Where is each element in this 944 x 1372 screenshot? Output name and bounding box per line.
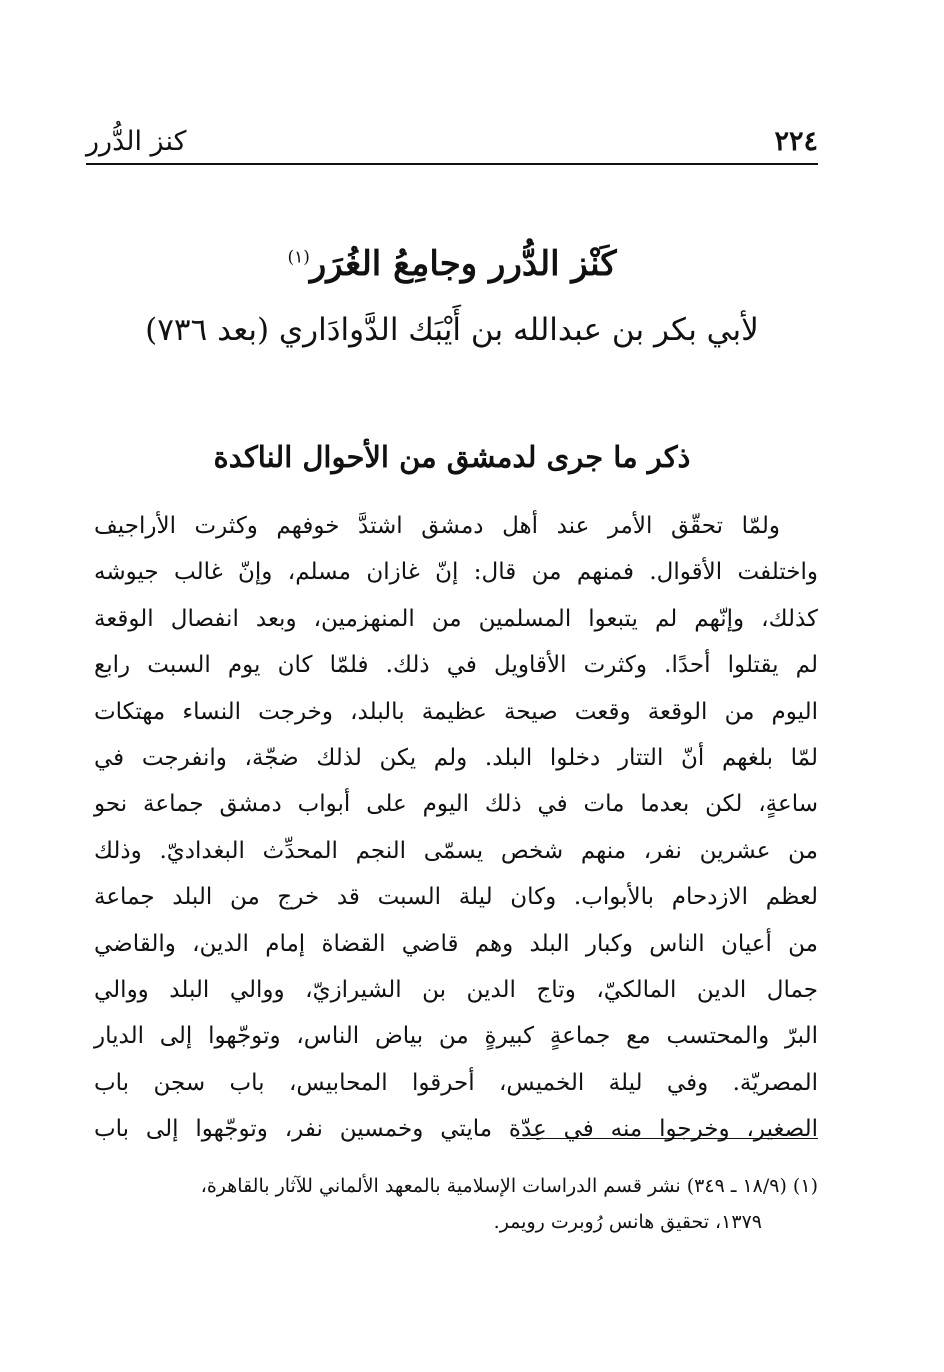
text-line: جمال الدين المالكيّ، وتاج الدين بن الشيرازيّ، ووالي البلد ووالي: [94, 976, 818, 1003]
text-line: كذلك، وإنّهم لم يتبعوا المسلمين من المنهزمين، وبعد انفصال الوقعة: [94, 605, 818, 632]
footnote-rule: [516, 1138, 818, 1139]
text-line: من عشرين نفر، منهم شخص يسمّى النجم المحدِّث البغداديّ. وذلك: [94, 837, 818, 864]
running-header: [86, 116, 818, 164]
text-line: الصغير، وخرجوا منه في عِدّة مايتي وخمسين نفر، وتوجّهوا إلى باب: [94, 1116, 818, 1143]
title-footnote-marker: (١): [287, 247, 310, 268]
text-line: المصريّة. وفي ليلة الخميس، أحرقوا المحابيس، باب سجن باب: [94, 1069, 818, 1096]
text-line: البرّ والمحتسب مع جماعةٍ كبيرةٍ من بياض الناس، وتوجّهوا إلى الديار: [94, 1023, 818, 1050]
footnote-line: ١٣٧٩، تحقيق هانس رُوبرت رويمر.: [493, 1211, 762, 1233]
book-author: لأبي بكر بن عبدالله بن أَيْبَك الدَّوادَاري (بعد ٧٣٦): [145, 312, 759, 348]
text-line: من أعيان الناس وكبار البلد وهم قاضي القضاة إمام الدين، والقاضي: [94, 930, 818, 957]
header-rule: [86, 163, 818, 165]
text-line: لمّا بلغهم أنّ التتار دخلوا البلد. ولم يكن لذلك ضجّة، وانفرجت في: [94, 744, 818, 771]
running-title: كنز الدُّرر: [86, 126, 187, 157]
section-heading: ذكر ما جرى لدمشق من الأحوال الناكدة: [213, 440, 691, 474]
text-line: ساعةٍ، لكن بعدما مات في ذلك اليوم على أبواب دمشق جماعة نحو: [94, 791, 818, 818]
book-title: [86, 244, 818, 284]
footnote-line: (١) (١٨/٩ ـ ٣٤٩) نشر قسم الدراسات الإسلامية بالمعهد الألماني للآثار بالقاهرة،: [200, 1175, 818, 1197]
text-line: ولمّا تحقّق الأمر عند أهل دمشق اشتدَّ خوفهم وكثرت الأراجيف: [94, 513, 780, 539]
footnote: [94, 1168, 818, 1240]
text-line: لعظم الازدحام بالأبواب. وكان ليلة السبت قد خرج من البلد جماعة: [94, 884, 818, 911]
body-text: [94, 503, 818, 1152]
page-number: ٢٢٤: [774, 126, 818, 157]
book-title-text: كَنْز الدُّرر وجامِعُ الغُرَر: [309, 244, 617, 284]
text-line: اليوم من الوقعة وقعت صيحة عظيمة بالبلد، وخرجت النساء مهتكات: [94, 698, 818, 725]
text-line: واختلفت الأقوال. فمنهم من قال: إنّ غازان مسلم، وإنّ غالب جيوشه: [94, 559, 818, 586]
text-line: لم يقتلوا أحدًا. وكثرت الأقاويل في ذلك. فلمّا كان يوم السبت رابع: [94, 652, 818, 679]
